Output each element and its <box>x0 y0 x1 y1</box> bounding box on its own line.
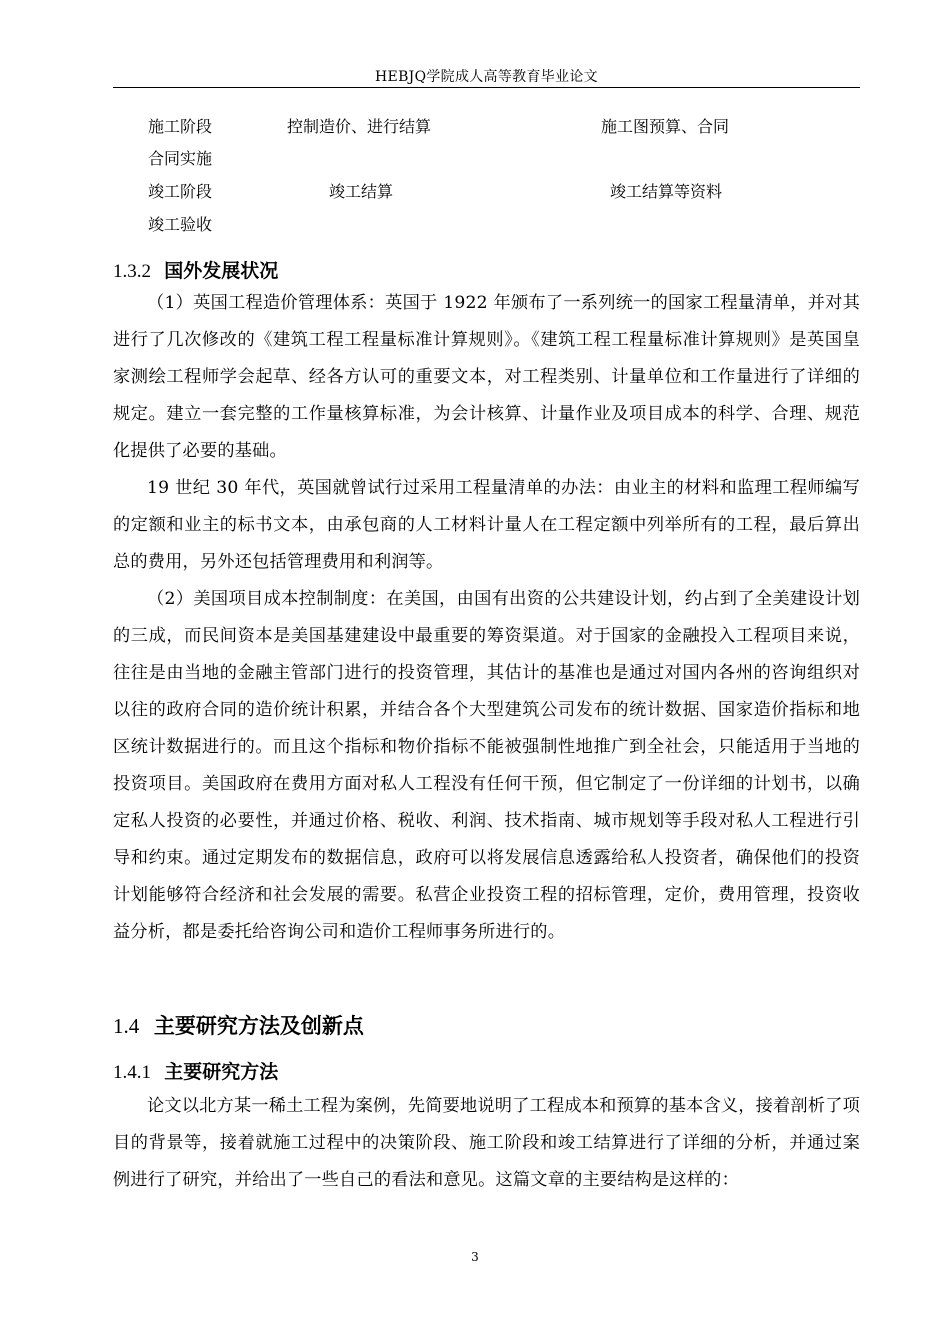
table-cell-stage: 施工阶段 <box>148 117 213 136</box>
section-heading-1-4 <box>113 1010 364 1040</box>
page-header: HEBJQ学院成人高等教育毕业论文 <box>375 69 598 85</box>
paragraph-uk-system: （1）英国工程造价管理体系：英国于 1922 年颁布了一系列统一的国家工程量清单，并对其进行了几次修改的《建筑工程工程量标准计算规则》。《建筑工程工程量标准计算规则》是英国皇家测绘工程师学会起草、经各方认可的重要文本，对工程类别、计量单位和工作量进行了详细的规定。建立一套完整的工作量核算标准，为会计核算、计量作业及项目成本的科学、合理、规范化提供了必要的基础。 <box>113 293 860 461</box>
table-cell-phase: 竣工验收 <box>148 215 213 234</box>
section-number: 1.4.1 <box>113 1062 151 1083</box>
section-heading-1-4-1 <box>113 1057 278 1084</box>
paragraph-us-system: （2）美国项目成本控制制度：在美国，由国有出资的公共建设计划，约占到了全美建设计划的三成，而民间资本是美国基建建设中最重要的筹资渠道。对于国家的金融投入工程项目来说，往往是由当地的金融主管部门进行的投资管理，其估计的基准也是通过对国内各州的咨询组织对以往的政府合同的造价统计积累，并结合各个大型建筑公司发布的统计数据、国家造价指标和地区统计数据进行的。而且这个指标和物价指标不能被强制性地推广到全社会，只能适用于当地的投资项目。美国政府在费用方面对私人工程没有任何干预，但它制定了一份详细的计划书，以确定私人投资的必要性，并通过价格、税收、利润、技术指南、城市规划等手段对私人工程进行引导和约束。通过定期发布的数据信息，政府可以将发展信息透露给私人投资者，确保他们的投资计划能够符合经济和社会发展的需要。私营企业投资工程的招标管理，定价，费用管理，投资收益分析，都是委托给咨询公司和造价工程师事务所进行的。 <box>113 589 860 942</box>
section-heading-1-3-2 <box>113 256 278 283</box>
table-cell-task: 控制造价、进行结算 <box>287 117 432 136</box>
section-title: 主要研究方法及创新点 <box>153 1014 364 1038</box>
page-number: 3 <box>471 1250 479 1264</box>
header-divider <box>113 87 860 88</box>
table-cell-stage: 竣工阶段 <box>148 182 213 201</box>
section-title: 主要研究方法 <box>164 1061 279 1083</box>
table-cell-doc: 竣工结算等资料 <box>610 182 723 201</box>
paragraph-method: 论文以北方某一稀土工程为案例，先简要地说明了工程成本和预算的基本含义，接着剖析了项目的背景等，接着就施工过程中的决策阶段、施工阶段和竣工结算进行了详细的分析，并通过案例进行了研究，并给出了一些自己的看法和意见。这篇文章的主要结构是这样的： <box>113 1096 860 1190</box>
table-cell-task: 竣工结算 <box>329 182 394 201</box>
table-cell-doc: 施工图预算、合同 <box>601 117 730 136</box>
section-title: 国外发展状况 <box>164 260 279 282</box>
section-number: 1.3.2 <box>113 261 151 282</box>
table-cell-phase: 合同实施 <box>148 149 213 168</box>
paragraph-uk-history: 19 世纪 30 年代，英国就曾试行过采用工程量清单的办法：由业主的材料和监理工程师编写的定额和业主的标书文本，由承包商的人工材料计量人在工程定额中列举所有的工程，最后算出总的费用，另外还包括管理费用和利润等。 <box>113 478 860 572</box>
section-number: 1.4 <box>113 1014 140 1038</box>
